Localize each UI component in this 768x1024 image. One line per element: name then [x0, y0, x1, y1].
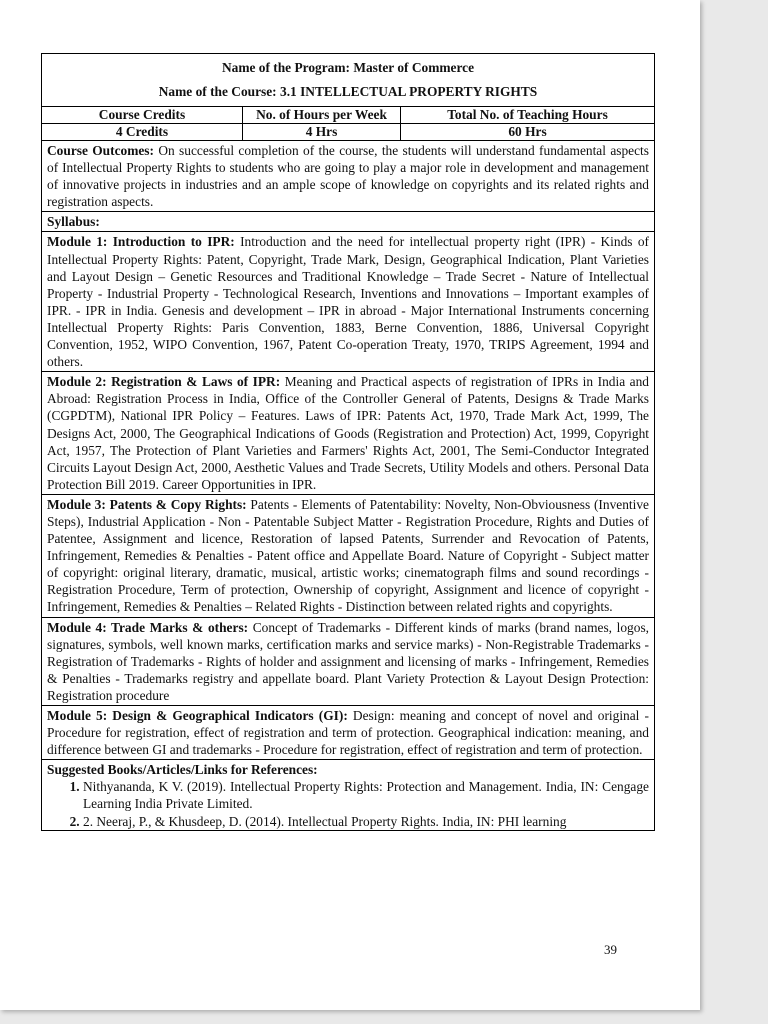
reference-item: 1. Nithyananda, K V. (2019). Intellectual Property Rights: Protection and Management. India, IN: Cengage Learning India Private Limited.	[83, 778, 649, 812]
course-outcomes-label: Course Outcomes:	[47, 143, 154, 158]
course-header	[42, 54, 654, 106]
module-5	[42, 705, 654, 759]
course-name: Name of the Course: 3.1 INTELLECTUAL PROPERTY RIGHTS	[158, 84, 538, 99]
credits-value: 4 Credits	[42, 123, 242, 140]
module-2	[42, 371, 654, 494]
teaching-hours-value: 60 Hrs	[401, 123, 654, 140]
hours-per-week-column	[243, 107, 401, 140]
module-text: Concept of Trademarks - Different kinds of marks (brand names, logos, signatures, symbols, well known marks, certification marks and service marks) - Non-Registrable Trademarks - Registration of Trademarks - Rights of holder and assignment and licensing of marks - Infringement, Remedies & Penalties - Trademarks registry and appellate board. Plant Variety Protection & Layout Design Protection: Registration procedure	[47, 619, 650, 703]
references-list	[47, 778, 649, 829]
module-4	[42, 617, 654, 705]
course-outcomes	[42, 140, 654, 211]
teaching-hours-header: Total No. of Teaching Hours	[447, 107, 608, 122]
module-title: Module 5: Design & Geographical Indicators (GI):	[47, 708, 348, 723]
course-outcomes-text: On successful completion of the course, the students will understand fundamental aspects of Intellectual Property Rights to students who are going to play a major role in development and management of innovative projects in industries and an ample scope of knowledge on copyrights and its related rights and registration aspects.	[47, 143, 649, 210]
credits-column	[42, 107, 243, 140]
syllabus-label: Syllabus:	[47, 214, 100, 230]
hours-per-week-value: 4 Hrs	[243, 123, 400, 140]
module-text: Patents - Elements of Patentability: Novelty, Non-Obviousness (Inventive Steps), Industrial Application - Non - Patentable Subject Matter - Registration Procedure, Rights and Duties of Patentee, Assignment and licence, Restoration of lapsed Patents, Surrender and Revocation of Patents, Infringement, Remedies & Penalties - Patent office and Appellate Board. Nature of Copyright - Subject matter of copyright: original literary, dramatic, musical, artistic works; cinematograph films and sound recordings - Registration Procedure, Term of protection, Ownership of copyright, Assignment and licence of copyright - Infringement, Remedies & Penalties – Related Rights - Distinction between related rights and copyrights.	[47, 496, 649, 615]
module-3	[42, 494, 654, 617]
course-syllabus-table	[41, 53, 655, 831]
credits-header: Course Credits	[98, 107, 186, 122]
reference-item: 2. 2. Neeraj, P., & Khusdeep, D. (2014). Intellectual Property Rights. India, IN: PHI learning	[83, 813, 649, 830]
module-title: Module 4: Trade Marks & others:	[47, 619, 249, 635]
module-title: Module 1: Introduction to IPR:	[47, 234, 235, 250]
page-number: 39	[604, 942, 617, 957]
references-label: Suggested Books/Articles/Links for References:	[47, 762, 318, 778]
program-name: Name of the Program: Master of Commerce	[221, 60, 475, 75]
credits-table	[42, 106, 654, 140]
module-title: Module 2: Registration & Laws of IPR:	[47, 374, 281, 390]
references-section	[42, 759, 654, 829]
teaching-hours-column	[401, 107, 654, 140]
syllabus-heading	[42, 211, 654, 231]
module-title: Module 3: Patents & Copy Rights:	[47, 496, 247, 512]
module-1	[42, 231, 654, 371]
hours-per-week-header: No. of Hours per Week	[256, 107, 387, 122]
module-text: Meaning and Practical aspects of registration of IPRs in India and Abroad: Registration Process in India, Office of the Controller General of Patents, Designs & Trade Marks (CGPDTM), National IPR Policy – Features. Laws of IPR: Patents Act, 1970, Trade Mark Act, 1999, The Designs Act, 2000, The Geographical Indications of Goods (Registration and Protection) Act, 1999, Copyright Act, 1957, The Protection of Plant Varieties and Farmers' Rights Act, 2001, The Semi-Conductor Integrated Circuits Layout Design Act, 2000, Aesthetic Values and Trade Secrets, Utility Models and others. Personal Data Protection Bill 2019. Career Opportunities in IPR.	[47, 374, 649, 492]
module-text: Design: meaning and concept of novel and original - Procedure for registration, effect of registration and term of protection. Geographical indication: meaning, and difference between GI and trademarks - Procedure for registration, effect of registration and term of protection.	[47, 708, 649, 758]
module-text: Introduction and the need for intellectual property right (IPR) - Kinds of Intellectual Property Rights: Patent, Copyright, Trade Mark, Design, Geographical Indication, Plant Varieties and Layout Design – Genetic Resources and Traditional Knowledge – Trade Secret - Nature of Intellectual Property - Industrial Property - Technological Research, Inventions and Innovations – Important examples of IPR. - IPR in India. Genesis and development – IPR in abroad - Major International Instruments concerning Intellectual Property Rights: Paris Convention, 1883, Berne Convention, 1886, Universal Copyright Convention, 1952, WIPO Convention, 1967, Patent Co-operation Treaty, 1970, TRIPS Agreement, 1994 and others.	[47, 234, 649, 370]
